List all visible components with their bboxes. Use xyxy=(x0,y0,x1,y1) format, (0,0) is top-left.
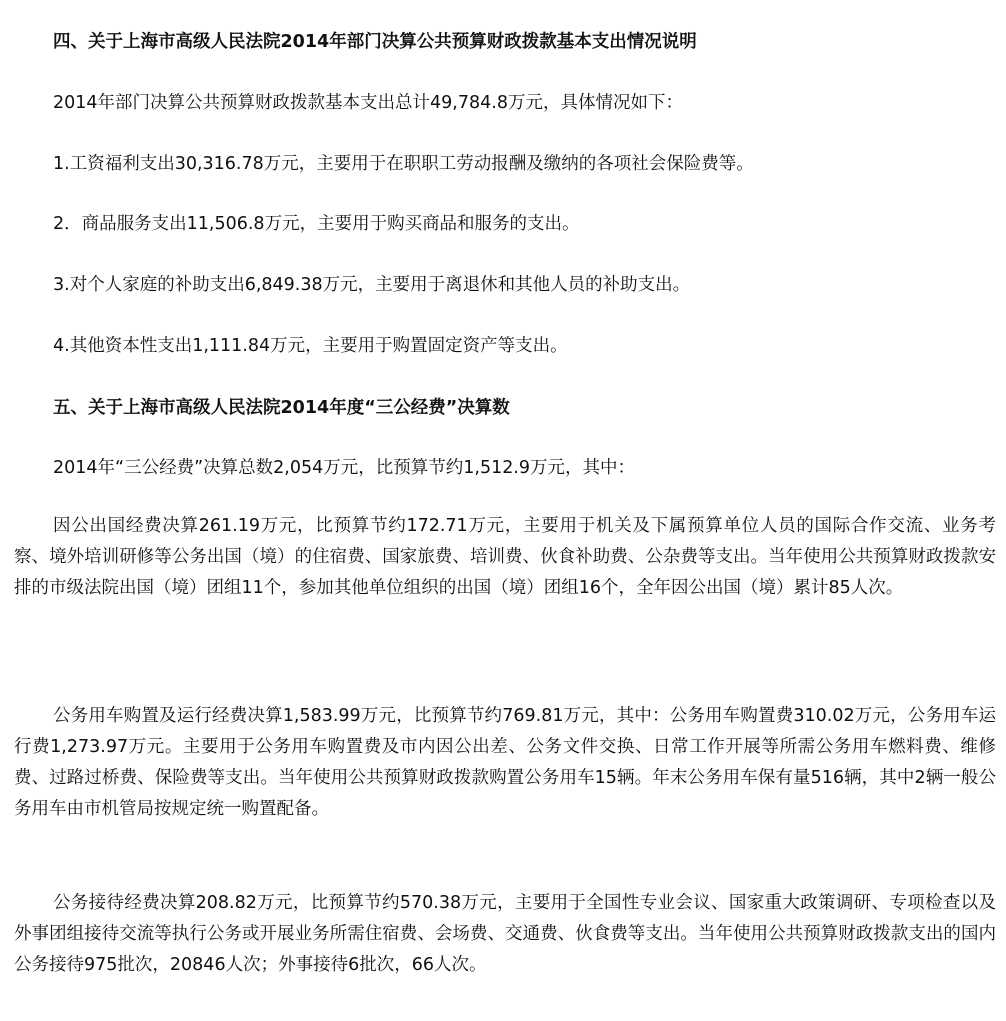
expenditure-item-3: 3.对个人家庭的补助支出6,849.38万元，主要用于离退休和其他人员的补助支出。 xyxy=(53,275,691,295)
three-public-expenses-summary: 2014年“三公经费”决算总数2,054万元，比预算节约1,512.9万元，其中： xyxy=(53,458,636,478)
expenditure-item-4: 4.其他资本性支出1,111.84万元，主要用于购置固定资产等支出。 xyxy=(53,336,568,356)
section-heading-4: 四、关于上海市高级人民法院2014年部门决算公共预算财政拨款基本支出情况说明 xyxy=(53,32,697,52)
reception-expenses-paragraph: 公务接待经费决算208.82万元，比预算节约570.38万元，主要用于全国性专业会议、国家重大政策调研、专项检查以及外事团组接待交流等执行公务或开展业务所需住宿费、会场费、交通费、伙食费等支出。当年使用公共预算财政拨款支出的国内公务接待975批次，20846人次；外事接待6批次，66人次。 xyxy=(14,893,996,975)
expenditure-item-1: 1.工资福利支出30,316.78万元，主要用于在职职工劳动报酬及缴纳的各项社会保险费等。 xyxy=(53,154,754,174)
expenditure-item-2: 2．商品服务支出11,506.8万元，主要用于购买商品和服务的支出。 xyxy=(53,214,580,234)
section-heading-5: 五、关于上海市高级人民法院2014年度“三公经费”决算数 xyxy=(53,398,510,418)
basic-expenditure-summary: 2014年部门决算公共预算财政拨款基本支出总计49,784.8万元，具体情况如下： xyxy=(53,93,683,113)
vehicle-expenses-paragraph: 公务用车购置及运行经费决算1,583.99万元，比预算节约769.81万元，其中：公务用车购置费310.02万元，公务用车运行费1,273.97万元。主要用于公务用车购置费及市内因公出差、公务文件交换、日常工作开展等所需公务用车燃料费、维修费、过路过桥费、保险费等支出。当年使用公共预算财政拨款购置公务用车15辆。年末公务用车保有量516辆，其中2辆一般公务用车由市机管局按规定统一购置配备。 xyxy=(14,706,996,819)
abroad-expenses-paragraph: 因公出国经费决算261.19万元，比预算节约172.71万元，主要用于机关及下属预算单位人员的国际合作交流、业务考察、境外培训研修等公务出国（境）的住宿费、国家旅费、培训费、伙食补助费、公杂费等支出。当年使用公共预算财政拨款安排的市级法院出国（境）团组11个，参加其他单位组织的出国（境）团组16个，全年因公出国（境）累计85人次。 xyxy=(14,516,996,598)
